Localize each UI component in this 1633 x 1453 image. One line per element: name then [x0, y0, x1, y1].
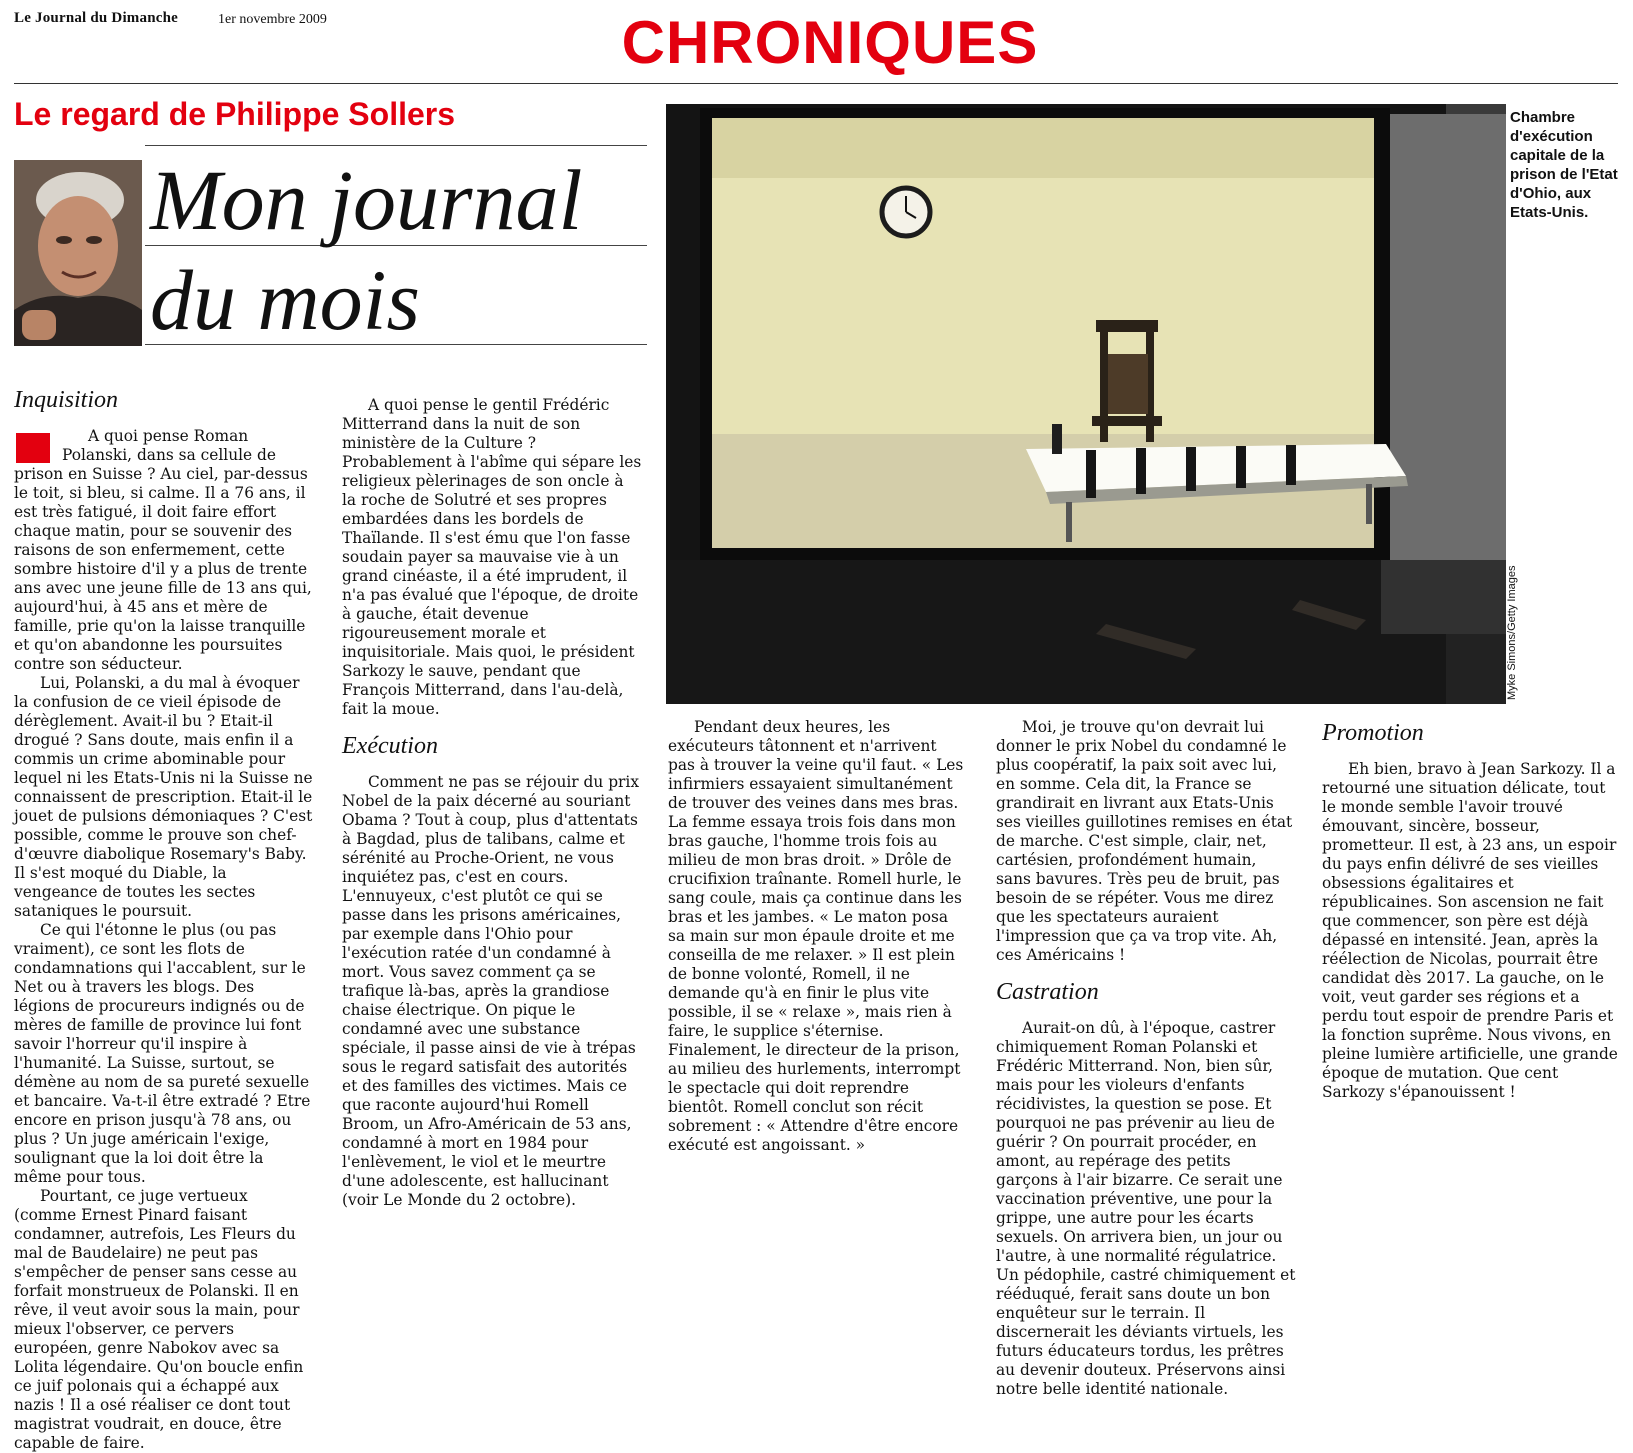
paragraph: Pourtant, ce juge vertueux (comme Ernest Pinard faisant condamner, autrefois, Les Fleurs du mal de Baudelaire) ne peut pas s'empêcher de penser sans cesse au forfait monstrueux de Polanski. Il en rêve, il veut avoir sous la main, pour mieux l'observer, ce pervers européen, genre Nabokov avec sa Lolita légendaire. Qu'on boucle enfin ce juif polonais qui a échappé aux nazis ! Il a osé réaliser ce dont tout magistrat voudrait, en douce, être capable de faire. — [14, 1187, 304, 1452]
photo-credit-text: Myke Simons/Getty Images — [1506, 565, 1518, 700]
column-2 — [342, 396, 642, 1210]
paragraph: Ce qui l'étonne le plus (ou pas vraiment), ce sont les flots de condamnations qui l'accablent, sur le Net ou à travers les blogs. Des légions de procureurs indignés ou de mères de famille de province lui font savoir l'horreur qu'il inspire à l'humanité. La Suisse, surtout, se démène au nom de sa pureté sexuelle et bancaire. Va-t-il être extradé ? Etre encore en prison jusqu'à 78 ans, ou plus ? Un juge américain l'exige, soulignant que la loi doit être la même pour tous. — [14, 921, 311, 1186]
section-heading-promotion: Promotion — [1322, 720, 1424, 746]
red-dropcap-square — [16, 433, 50, 463]
section-heading-inquisition: Inquisition — [14, 387, 119, 413]
paragraph: Aurait-on dû, à l'époque, castrer chimiquement Roman Polanski et Frédéric Mitterrand. Non, bien sûr, mais pour les violeurs d'enfants récidivistes, la question se pose. Et pourquoi ne pas prévenir au lieu de guérir ? On pourrait procéder, en amont, au repérage des petits garçons à l'air bizarre. Ce serait une vaccination préventive, une pour la grippe, une autre pour les écarts sexuels. On arrivera bien, un jour ou l'autre, à une normalité régulatrice. Un pédophile, castré chimiquement et rééduqué, ferait sans doute un bon enquêteur sur le terrain. Il discernerait les déviants virtuels, les futurs éducateurs tordus, les prêtres au devenir douteux. Préservons ainsi notre belle identité nationale. — [996, 1019, 1296, 1398]
paragraph: Moi, je trouve qu'on devrait lui donner le prix Nobel du condamné le plus coopératif, la paix soit avec lui, en somme. Cela dit, la France se grandirait en livrant aux Etats-Unis ses vieilles guillotines remises en état de marche. C'est simple, clair, net, cartésien, profondément humain, sans bavures. Très peu de bruit, pas besoin de se répéter. Vous me direz que les spectateurs auraient l'impression que ça va trop vite. Ah, ces Américains ! — [996, 718, 1293, 964]
headline-rule-top — [145, 145, 647, 146]
masthead: Le Journal du Dimanche — [14, 10, 179, 26]
paragraph: Eh bien, bravo à Jean Sarkozy. Il a retourné une situation délicate, tout le monde semble l'avoir trouvé émouvant, sincère, bosseur, prometteur. Il est, à 23 ans, un espoir du pays enfin délivré de ses vieilles obsessions égalitaires et républicaines. Son ascension ne fait que commencer, son père est déjà dépassé en intensité. Jean, après la réélection de Nicolas, pourrait être candidat dès 2017. La gauche, on le voit, veut garder ses régions et a perdu tout espoir de prendre Paris et la fonction suprême. Nous vivons, en pleine lumière artificielle, une grande époque de mutation. Que cent Sarkozy s'épanouissent ! — [1322, 760, 1618, 1101]
photo-credit — [1506, 540, 1522, 700]
section-heading-castration: Castration — [996, 979, 1099, 1005]
execution-chamber-drawing — [666, 104, 1506, 704]
section-title: CHRONIQUES — [621, 9, 1039, 76]
author-portrait-drawing — [14, 160, 142, 346]
headline — [150, 150, 650, 350]
column-1 — [14, 385, 314, 1452]
headline-line-1: Mon journal — [150, 152, 583, 248]
photo-caption: Chambre d'exécution capitale de la prison de l'Etat d'Ohio, aux Etats-Unis. — [1510, 109, 1618, 221]
author-portrait — [14, 160, 142, 346]
top-rule — [14, 83, 1618, 84]
headline-line-2: du mois — [150, 252, 420, 348]
column-3 — [668, 718, 968, 1155]
paragraph: Lui, Polanski, a du mal à évoquer la confusion de ce vieil épisode de dérèglement. Avait-il bu ? Etait-il drogué ? Sans doute, mais enfin il a commis un crime abominable pour lequel ni les Etats-Unis ni la Suisse ne connaissent de prescription. Etait-il le jouet de pulsions démoniaques ? C'est possible, comme le prouve son chef-d'œuvre diabolique Rosemary's Baby. Il s'est moqué du Diable, la vengeance de toutes les sectes sataniques le poursuit. — [14, 674, 313, 920]
article-kicker: Le regard de Philippe Sollers — [14, 96, 456, 132]
paragraph: Comment ne pas se réjouir du prix Nobel de la paix décerné au souriant Obama ? Tout à coup, plus d'attentats à Bagdad, plus de talibans, calme et sérénité au Proche-Orient, ne vous inquiétez pas, c'est en cours. L'ennuyeux, c'est plutôt ce qui se passe dans les prisons américaines, par exemple dans l'Ohio pour l'exécution ratée d'un condamné à mort. Vous savez comment ça se trafique là-bas, après la grandiose chaise électrique. On pique le condamné avec une substance spéciale, il passe ainsi de vie à trépas sous le regard satisfait des autorités et des familles des victimes. Mais ce que raconte aujourd'hui Romell Broom, un Afro-Américain de 53 ans, condamné à mort en 1984 pour l'enlèvement, le viol et le meurtre d'une adolescente, est hallucinant (voir Le Monde du 2 octobre). — [342, 773, 640, 1209]
execution-chamber-photo — [666, 104, 1506, 704]
paragraph: Pendant deux heures, les exécuteurs tâtonnent et n'arrivent pas à trouver la veine qu'il faut. « Les infirmiers essayaient simultanément de trouver des veines dans mes bras. La femme essaya trois fois dans mon bras gauche, l'homme trois fois au milieu de mon bras droit. » Drôle de crucifixion traînante. Romell hurle, le sang coule, mais ça continue dans les bras et les jambes. « Le maton posa sa main sur mon épaule droite et me conseilla de me relaxer. » Il est plein de bonne volonté, Romell, il ne demande qu'à en finir le plus vite possible, il se « relaxe », mais rien à faire, le supplice s'éternise. Finalement, le directeur de la prison, au milieu des hurlements, interrompt le spectacle qui doit reprendre bientôt. Romell conclut son récit sobrement : « Attendre d'être encore exécuté est angoissant. » — [668, 718, 964, 1154]
paragraph: A quoi pense le gentil Frédéric Mitterrand dans la nuit de son ministère de la Culture ? Probablement à l'abîme qui sépare les religieux pèlerinages de son oncle à la roche de Solutré et ses propres embardées dans les bordels de Thaïlande. Il s'est ému que l'on fasse soudain payer sa mauvaise vie à un grand cinéaste, il a été imprudent, il n'a pas évalué que l'époque, de droite à gauche, était devenue rigoureusement morale et inquisitoriale. Mais quoi, le président Sarkozy le sauve, pendant que François Mitterrand, dans l'au-delà, fait la moue. — [342, 396, 642, 718]
column-5 — [1322, 718, 1622, 1102]
section-heading-execution: Exécution — [342, 733, 438, 759]
publication-date: 1er novembre 2009 — [218, 12, 327, 27]
column-4 — [996, 718, 1296, 1398]
paragraph: A quoi pense Roman Polanski, dans sa cellule de prison en Suisse ? Au ciel, par-dessus le toit, si bleu, si calme. Il a 76 ans, il est très fatigué, il doit faire effort chaque matin, pour se souvenir des raisons de son enfermement, cette sombre histoire d'il y a plus de trente ans avec une jeune fille de 13 ans qui, aujourd'hui, à 45 ans et mère de famille, prie qu'on la laisse tranquille et qu'on abandonne les poursuites contre son séducteur. — [14, 427, 312, 673]
